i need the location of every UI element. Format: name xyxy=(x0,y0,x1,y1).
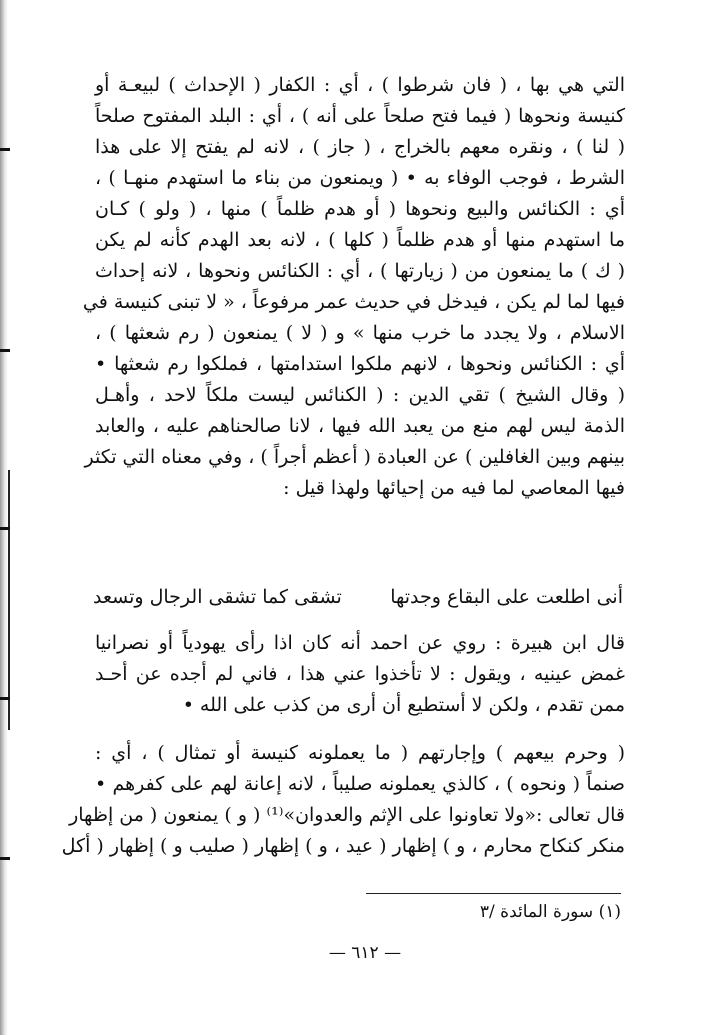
text-line: صنماً ( ونحوه ) ، كالذي يعملونه صليباً ، لانه إعانة لهم على كفرهم • xyxy=(95,773,625,795)
margin-tick xyxy=(0,349,10,352)
footnote-divider xyxy=(366,893,621,894)
paragraph-ibn-hubayra xyxy=(95,628,625,721)
verse-hemistich-second: تشقى كما تشقى الرجال وتسعد xyxy=(93,586,342,608)
text-line: غمض عينيه ، ويقول : لا تأخذوا عني هذا ، فاني لم أجده عن أحـد xyxy=(95,663,625,685)
margin-tick xyxy=(0,697,10,700)
scan-edge-shadow xyxy=(0,0,8,1035)
text-line: ( وحرم بيعهم ) وإجارتهم ( ما يعملونه كنيسة أو تمثال ) ، أي : xyxy=(95,742,625,764)
text-line: بينهم وبين الغافلين ) عن العبادة ( أعظم أجراً ) ، وفي معناه التي تكثر xyxy=(84,446,625,468)
text-line: كنيسة ونحوها ( فيما فتح صلحاً على أنه ) ، أي : البلد المفتوح صلحاً xyxy=(95,105,625,127)
text-line: أي : الكنائس ونحوها ، لانهم ملكوا استدامتها ، فملكوا رم شعثها • xyxy=(95,353,625,375)
text-line: ( وقال الشيخ ) تقي الدين : ( الكنائس ليست ملكاً لاحد ، وأهـل xyxy=(95,384,625,406)
text-line: قال ابن هبيرة : روي عن احمد أنه كان اذا رأى يهودياً أو نصرانيا xyxy=(95,632,625,654)
text-line: منكر كنكاح محارم ، و ) إظهار ( عيد ، و ) إظهار ( صليب و ) إظهار ( أكل xyxy=(61,835,625,857)
page-number: — ٦١٢ — xyxy=(328,943,402,963)
poetry-verse xyxy=(93,586,623,618)
footnote: (١) سورة المائدة /٣ xyxy=(479,902,621,922)
text-line: أي : الكنائس والبيع ونحوها ( أو هدم ظلماً ) منها ، ( ولو ) كـان xyxy=(95,198,625,220)
scan-edge-line xyxy=(8,470,10,730)
paragraph-prohibition xyxy=(61,738,625,862)
text-line: الاسلام ، ولا يجدد ما خرب منها » و ( لا ) يمنعون ( رم شعثها ) ، xyxy=(95,322,625,344)
text-line: الشرط ، فوجب الوفاء به • ( ويمنعون من بناء ما استهدم منهـا ) ، xyxy=(95,167,625,189)
paragraph-main xyxy=(82,70,625,504)
text-line: ما استهدم منها أو هدم ظلماً ( كلها ) ، لانه بعد الهدم كأنه لم يكن xyxy=(95,229,625,251)
text-line: فيها المعاصي لما فيه من إحيائها ولهذا قيل : xyxy=(283,477,625,499)
text-line: ( ك ) ما يمنعون من ( زيارتها ) ، أي : الكنائس ونحوها ، لانه إحداث xyxy=(95,260,625,282)
margin-tick xyxy=(0,857,10,860)
margin-tick xyxy=(0,148,10,151)
text-line: قال تعالى :«ولا تعاونوا على الإثم والعدوان»⁽¹⁾ ( و ) يمنعون ( من إظهار xyxy=(69,804,625,826)
text-line: فيها لما لم يكن ، فيدخل في حديث عمر مرفوعاً ، « لا تبنى كنيسة في xyxy=(82,291,625,313)
text-line: ( لنا ) ، ونقره معهم بالخراج ، ( جاز ) ، لانه لم يفتح إلا على هذا xyxy=(95,136,625,158)
text-line: الذمة ليس لهم منع من يعبد الله فيها ، لانا صالحناهم عليه ، والعابد xyxy=(95,415,625,437)
verse-hemistich-first: أنى اطلعت على البقاع وجدتها xyxy=(390,586,623,608)
text-line: التي هي بها ، ( فان شرطوا ) ، أي : الكفار ( الإحداث ) لبيعـة أو xyxy=(95,74,625,96)
margin-tick xyxy=(0,527,10,530)
text-line: ممن تقدم ، ولكن لا أستطيع أن أرى من كذب على الله • xyxy=(182,694,625,716)
